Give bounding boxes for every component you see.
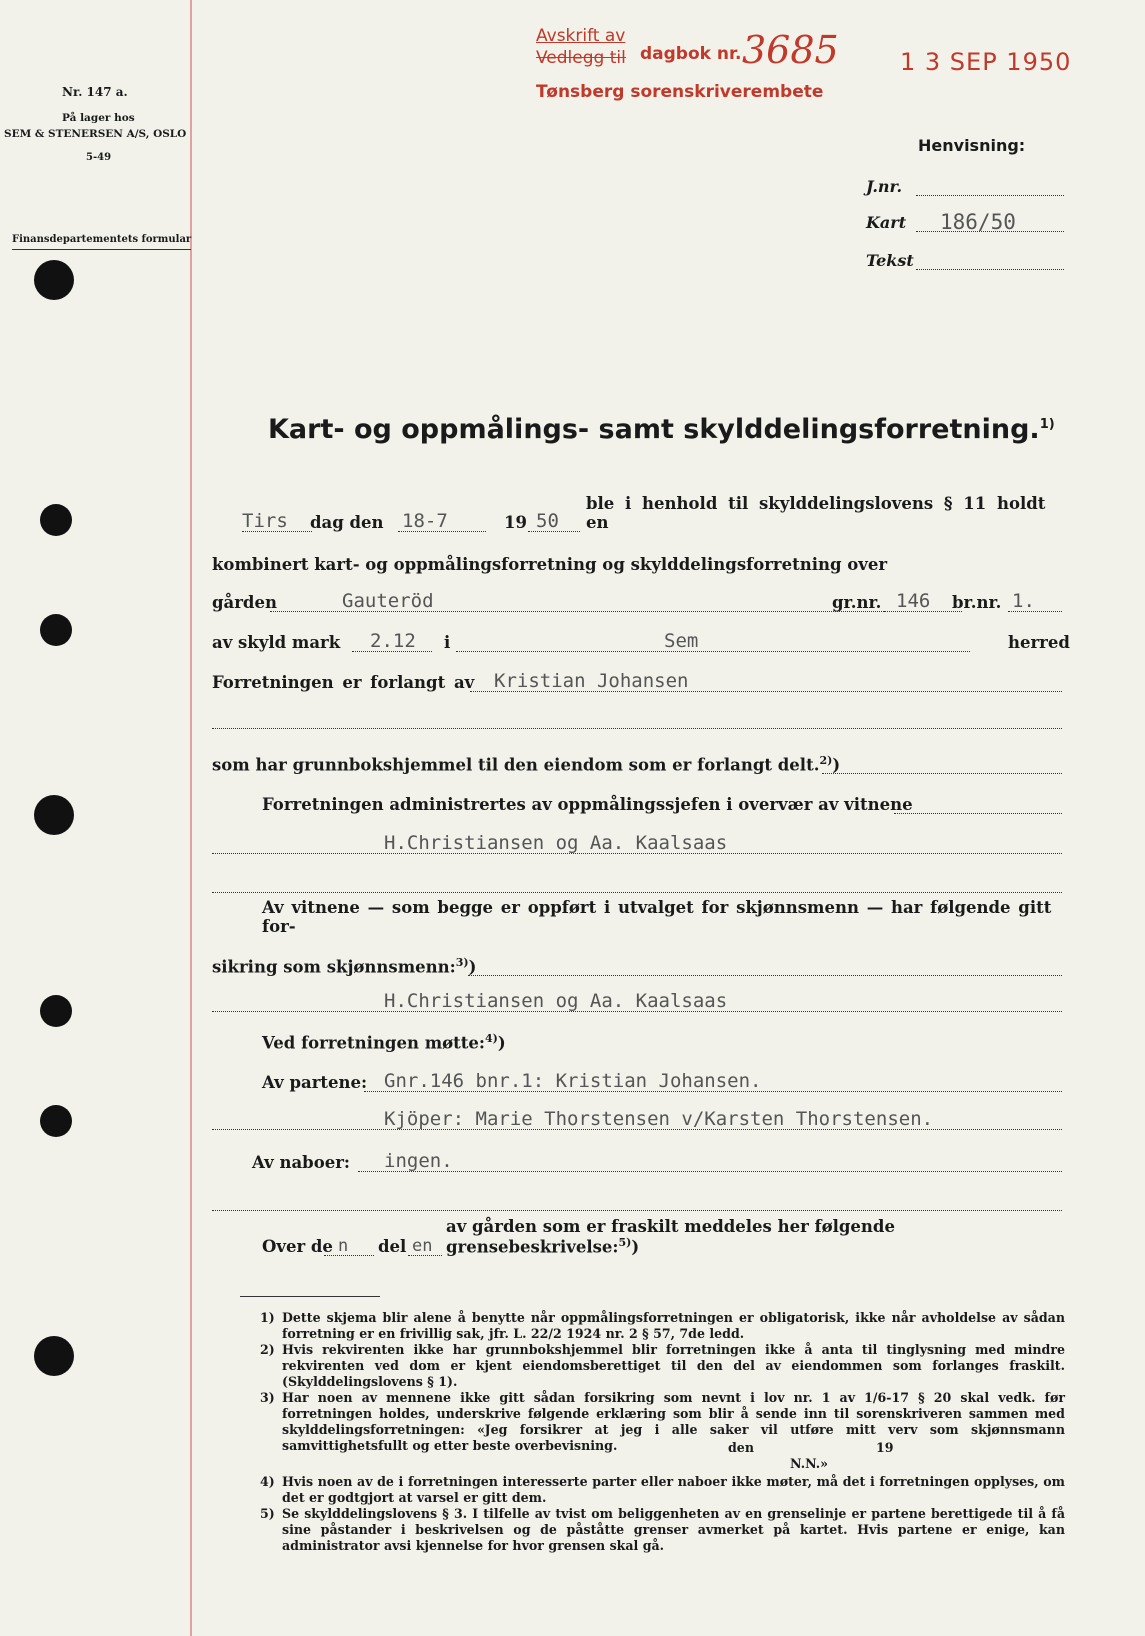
stamp-journal-number: 3685 bbox=[742, 28, 839, 72]
attended-text: Ved forretningen møtte:$^{4)}$) bbox=[262, 1031, 506, 1052]
assessors-value: H.Christiansen og Aa. Kaalsaas bbox=[384, 990, 728, 1012]
requested-value: Kristian Johansen bbox=[494, 670, 689, 692]
stamp-copy-of: Avskrift av bbox=[536, 26, 626, 46]
skyld-line bbox=[212, 628, 1070, 654]
stock-line-1: På lager hos bbox=[62, 112, 135, 124]
footnote-5 bbox=[260, 1506, 1065, 1556]
punch-hole bbox=[40, 1105, 72, 1137]
form-number: Nr. 147 a. bbox=[62, 85, 128, 99]
garden-label: gården bbox=[212, 593, 277, 612]
stock-line-2: SEM & STENERSEN A/S, OSLO bbox=[4, 128, 187, 140]
farm-line bbox=[212, 588, 1062, 614]
stamp-journal-label: dagbok nr. bbox=[640, 44, 742, 64]
assurance-text: Av vitnene — som begge er oppført i utvalget for skjønnsmenn — har følgende gitt for- bbox=[262, 898, 1052, 936]
tekst-row bbox=[866, 250, 1064, 272]
grunnbok-text: som har grunnbokshjemmel til den eiendom som er forlangt delt.$^{2)}$) bbox=[212, 753, 841, 774]
over-de-dots bbox=[324, 1255, 374, 1256]
year-prefix: 19 bbox=[504, 513, 527, 532]
day-value: Tirs bbox=[242, 510, 288, 532]
party2-line bbox=[212, 1106, 1062, 1132]
footnote-separator bbox=[240, 1296, 380, 1297]
attended-note: 4) bbox=[485, 1031, 498, 1045]
footnote-2 bbox=[260, 1342, 1065, 1390]
neighbours-value: ingen. bbox=[384, 1150, 453, 1172]
farm-value: Gauteröd bbox=[342, 590, 434, 612]
intro-line bbox=[212, 494, 1062, 534]
assurance-line-2 bbox=[212, 952, 1062, 978]
footnote-2-text: Hvis rekvirenten ikke har grunnbokshjemmel blir forretningen ikke å anta til tinglysning med mindre rekvirenten ved dom er kjent eiendomsberettiget til den del av eiendommen som forlanges fraskilt. (Skylddelingslovens § 1). bbox=[282, 1342, 1065, 1389]
tekst-label: Tekst bbox=[866, 251, 914, 270]
footnote-3-year: 19 bbox=[876, 1440, 894, 1455]
kart-label: Kart bbox=[866, 213, 907, 232]
punch-hole bbox=[40, 504, 72, 536]
year-value: 50 bbox=[536, 510, 559, 532]
requested-line bbox=[212, 668, 1062, 694]
grunnbok-line bbox=[212, 750, 1062, 776]
stamp-date: 1 3 SEP 1950 bbox=[900, 48, 1072, 76]
over-de-label: Over de bbox=[262, 1237, 333, 1256]
attended-label: Ved forretningen møtte: bbox=[262, 1033, 486, 1052]
administered-line bbox=[212, 790, 1062, 816]
municipality-value: Sem bbox=[664, 630, 699, 652]
neighbours-line bbox=[212, 1148, 1062, 1174]
blank-line bbox=[212, 1210, 1062, 1211]
assurance-dots bbox=[468, 975, 1062, 976]
line-2-text: kombinert kart- og oppmålingsforretning og skylddelingsforretning over bbox=[212, 555, 888, 574]
jnr-line bbox=[916, 195, 1064, 196]
boundary-sentence: av gården som er fraskilt meddeles her følgende grensebeskrivelse: bbox=[446, 1216, 895, 1256]
punch-hole bbox=[34, 795, 74, 835]
footnote-2-num: 2) bbox=[260, 1342, 275, 1357]
footnote-3-text: Har noen av mennene ikke gitt sådan forsikring som nevnt i lov nr. 1 av 1/6-17 § 20 skal vedk. før forretningen holdes, underskrive følgende erklæring som blir å sende inn til sorenskriveren sammen med skylddelingsforretningen: «Jeg forsikrer at jeg i alle saker vil utføre mitt verv som skjønnsmann samvittighetsfullt og etter beste overbevisning. bbox=[282, 1390, 1065, 1453]
administered-dots bbox=[894, 813, 1062, 814]
party1-line bbox=[212, 1068, 1062, 1094]
boundary-line bbox=[212, 1216, 1062, 1258]
footnote-3 bbox=[260, 1390, 1065, 1474]
skyld-label: av skyld mark bbox=[212, 633, 341, 652]
date-value: 18-7 bbox=[402, 510, 448, 532]
assurance-2-sentence: sikring som skjønnsmenn: bbox=[212, 957, 456, 976]
assessors-line bbox=[212, 988, 1062, 1014]
skyld-value: 2.12 bbox=[370, 630, 416, 652]
del-label: del bbox=[378, 1237, 407, 1256]
over-de-fill: n bbox=[338, 1236, 349, 1256]
grunnbok-dots bbox=[822, 773, 1062, 774]
footnote-5-num: 5) bbox=[260, 1506, 275, 1521]
kart-row bbox=[866, 212, 1064, 234]
footnote-1-text: Dette skjema blir alene å benytte når oppmålingsforretningen er obligatorisk, ikke når avholdelse av sådan forretning er en frivillig sak, jfr. L. 22/2 1924 nr. 2 § 57, 7de ledd. bbox=[282, 1310, 1065, 1341]
attended-line bbox=[212, 1028, 1062, 1054]
footnote-3-num: 3) bbox=[260, 1390, 275, 1405]
reference-heading: Henvisning: bbox=[918, 136, 1026, 155]
neighbours-dots bbox=[358, 1171, 1062, 1172]
i-label: i bbox=[444, 633, 451, 652]
footnote-4-text: Hvis noen av de i forretningen interesserte parter eller naboer ikke møter, må det i forretningen opplyses, om det er godtgjort at varsel er gitt dem. bbox=[282, 1474, 1065, 1505]
boundary-rest: av gården som er fraskilt meddeles her følgende grensebeskrivelse:$^{5)}$) bbox=[446, 1216, 895, 1256]
punch-hole bbox=[34, 260, 74, 300]
footnote-1-num: 1) bbox=[260, 1310, 275, 1325]
blank-line bbox=[212, 728, 1062, 729]
stamp-attachment: Vedlegg til bbox=[536, 48, 626, 68]
punch-hole bbox=[34, 1336, 74, 1376]
blank-line bbox=[212, 892, 1062, 893]
footnote-5-text: Se skylddelingslovens § 3. I tilfelle av tvist om beliggenheten av en grenselinje er partene berettigede til å få sine påstander i beskrivelsen og de påståtte grenser avmerket på kartet. Hvis partene er enige, kan administrator avsi kjennelse for hvor grensen skal gå. bbox=[282, 1506, 1065, 1553]
party1-value: Gnr.146 bnr.1: Kristian Johansen. bbox=[384, 1070, 762, 1092]
punch-hole bbox=[40, 614, 72, 646]
grnr-label: gr.nr. bbox=[832, 593, 882, 612]
jnr-row bbox=[866, 176, 1064, 198]
intro-rest: ble i henhold til skylddelingslovens § 11 holdt en bbox=[586, 494, 1046, 532]
assurance-line bbox=[212, 898, 1062, 938]
boundary-note: 5) bbox=[618, 1235, 632, 1249]
footnote-1 bbox=[260, 1310, 1065, 1344]
footnote-4 bbox=[260, 1474, 1065, 1508]
footnote-3-den: den bbox=[728, 1440, 754, 1455]
grnr-value: 146 bbox=[896, 590, 931, 612]
witnesses-line bbox=[212, 830, 1062, 856]
document-title bbox=[268, 414, 1055, 445]
assurance-note: 3) bbox=[455, 955, 469, 969]
form-owner: Finansdepartementets formular bbox=[12, 232, 191, 250]
footnote-4-num: 4) bbox=[260, 1474, 275, 1489]
jnr-label: J.nr. bbox=[866, 177, 903, 196]
brnr-value: 1. bbox=[1012, 590, 1035, 612]
tekst-line bbox=[916, 269, 1064, 270]
neighbours-label: Av naboer: bbox=[252, 1153, 350, 1172]
day-dots bbox=[242, 531, 312, 532]
line-2 bbox=[212, 550, 1062, 576]
assurance-text-2: sikring som skjønnsmenn:$^{3)}$) bbox=[212, 955, 477, 976]
title-note: 1) bbox=[1039, 417, 1055, 432]
municipality-dots bbox=[456, 651, 970, 652]
punch-hole bbox=[40, 995, 72, 1027]
requested-label: Forretningen er forlangt av bbox=[212, 673, 475, 692]
party2-value: Kjöper: Marie Thorstensen v/Karsten Thorstensen. bbox=[384, 1108, 934, 1130]
dag-den-label: dag den bbox=[310, 513, 384, 532]
stamp-office: Tønsberg sorenskriverembete bbox=[536, 82, 824, 102]
administered-text: Forretningen administrertes av oppmålingssjefen i overvær av vitnene bbox=[262, 795, 913, 814]
brnr-label: br.nr. bbox=[952, 593, 1002, 612]
herred-label: herred bbox=[1008, 633, 1070, 652]
witnesses-value: H.Christiansen og Aa. Kaalsaas bbox=[384, 832, 728, 854]
grunnbok-note: 2) bbox=[819, 753, 833, 767]
parties-label: Av partene: bbox=[262, 1073, 368, 1092]
date-code: 5-49 bbox=[86, 152, 112, 163]
kart-value: 186/50 bbox=[940, 210, 1016, 234]
grunnbok-sentence: som har grunnbokshjemmel til den eiendom som er forlangt delt. bbox=[212, 755, 820, 774]
del-fill: en bbox=[412, 1236, 433, 1256]
footnote-3-nn: N.N.» bbox=[790, 1456, 829, 1471]
title-text: Kart- og oppmålings- samt skylddelingsforretning. bbox=[268, 414, 1040, 445]
